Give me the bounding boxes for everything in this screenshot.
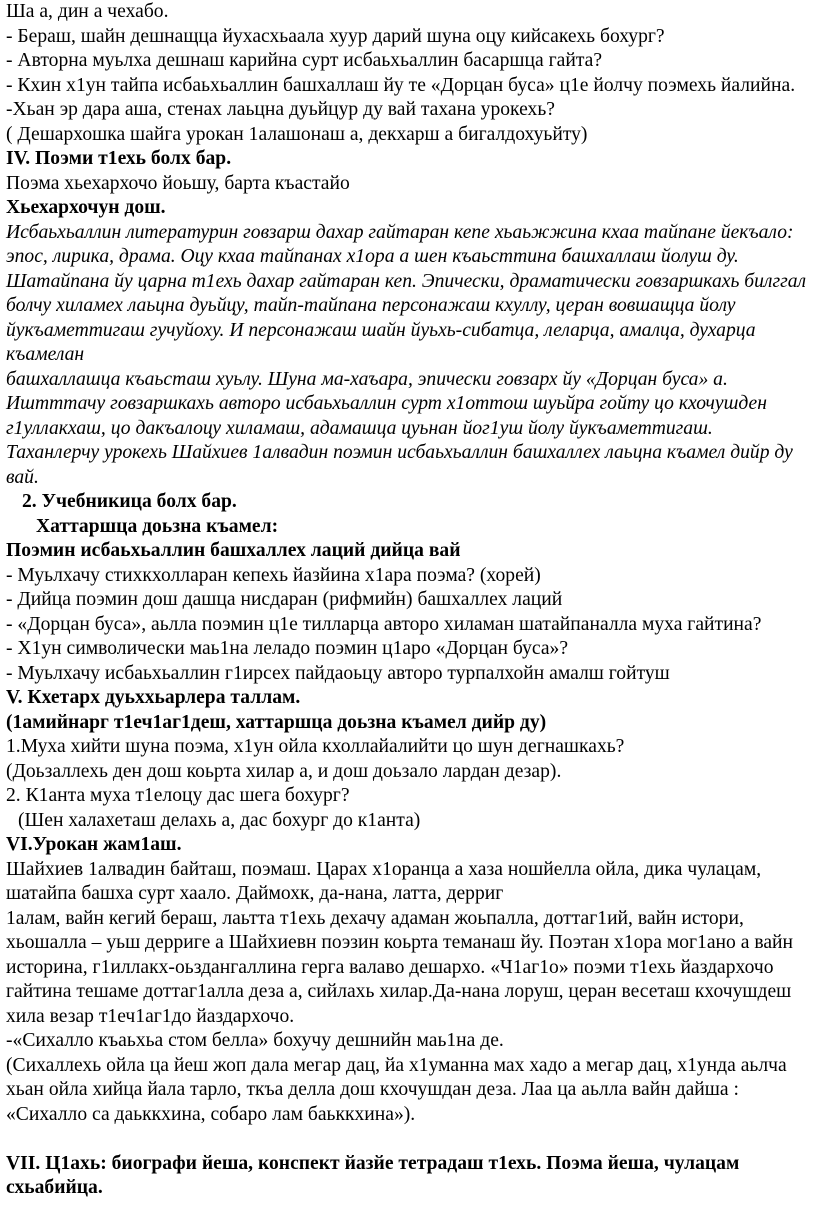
question-line: 2. К1анта муха т1елоцу дас шега бохург? <box>6 785 350 806</box>
question-line: - «Дорцан буса», аьлла поэмин ц1е тилларца авторо хиламан шатайпаналла муха гайтина? <box>6 613 762 635</box>
question-line: - Дийца поэмин дош дашца нисдаран (рифмийн) башхаллех лаций <box>6 589 563 610</box>
section-heading: V. Кхетарх дуьххьарлера таллам. <box>6 687 301 708</box>
section-4 <box>6 147 810 490</box>
section-6 <box>6 833 810 1127</box>
question-line: - Х1ун символически маь1на леладо поэмин ц1аро «Дорцан буса»? <box>6 638 569 659</box>
subheading: (1амийнарг т1еч1аг1деш, хаттаршца доьзна къамел дийр ду) <box>6 711 547 733</box>
section-heading: VI.Урокан жам1аш. <box>6 834 182 855</box>
question-line: - Бераш, шайн дешнащца йухасхьаала хуур дарий шуна оцу кийсакехь бохург? <box>6 25 665 47</box>
teacher-paragraph: Исбаьхьаллин литературин говзарш дахар гайтаран кепе хьаьжжина кхаа тайпане йекъало: эпос, лирика, драма. Оцу кхаа тайпанах х1ора а шен къаьсттина башхаллаш йолуш ду. Шатайпана йу царна т1ехь дахар гайтаран кеп. Эпически, драматически говзаршкахь билггал болчу хиламех лаьцна дуьйцу, тайп-тайпана персонажаш кхуллу, церан вовшащца йолу йукъаметтигаш гучуйоху. И персонажаш шайн йуьхь-сибатца, леларца, амалца, духарца къамелан <box>6 221 807 365</box>
subheading: Хаттаршца доьзна къамел: <box>36 515 279 537</box>
question-line: -Хьан эр дара аша, стенах лаьцна дуьйцур ду вай тахана урокехь? <box>6 99 555 120</box>
summary-paragraph: 1алам, вайн кегий бераш, лаьтта т1ехь дехачу адаман жоьпалла, доттаг1ий, вайн истори, хьошалла – уьш дерриге а Шайхиевн поэзин коьрта теманаш йу. Поэтан х1ора мог1ано а вайн историна, г1иллакх-оьздангаллина герга валаво дешархо. «Ч1аг1о» поэми т1ехь йаздархочо гайтина тешаме доттаг1алла деза а, сийлахь хилар.Да-нана лоруш, церан весеташ кхочушдеш хила везар т1еч1аг1до йаздархочо. <box>6 907 793 1027</box>
section-textbook <box>6 490 810 686</box>
answer-line: (Доьзаллехь ден дош коьрта хилар а, и дош доьзало лардан дезар). <box>6 760 562 782</box>
summary-paragraph: Шайхиев 1алвадин байташ, поэмаш. Царах х1оранца а хаза ношйелла ойла, дика чулацам, шатайпа башха сурт хаало. Даймохк, да-нана, латта, дерриг <box>6 858 762 904</box>
intro-section <box>6 0 810 147</box>
section-heading: IV. Поэми т1ехь болх бар. <box>6 148 232 169</box>
question-line: - Муьлхачу исбаьхьаллин г1ирсех пайдаоьцу авторо турпалхойн амалш гойтуш <box>6 662 670 684</box>
question-line: - Муьлхачу стихкхолларан кепехь йазйина х1ара поэма? (хорей) <box>6 564 541 586</box>
text-line: -«Сихалло къаьхьа стом белла» бохучу дешнийн маь1на де. <box>6 1030 504 1051</box>
question-line: - Авторна муьлха дешнаш карийна сурт исбаьхьаллин басаршца гайта? <box>6 50 603 71</box>
question-line: - Кхин х1ун тайпа исбаьхьаллин башхаллаш йу те «Дорцан буса» ц1е йолчу поэмехь йалийна. <box>6 74 796 96</box>
text-line: Поэма хьехархочо йоьшу, барта къастайо <box>6 172 350 194</box>
answer-line: (Шен халахеташ делахь а, дас бохург до к1анта) <box>18 809 421 831</box>
summary-paragraph: (Сихаллехь ойла ца йеш жоп дала мегар дац, йа х1уманна мах хадо а мегар дац, х1унда аьлча хьан ойла хийца йала тарло, ткъа делла дош кхочушдан деза. Лаа ца аьлла вайн дайша : «Сихалло са даьккхина, собаро лам баьккхина»). <box>6 1054 787 1125</box>
section-7 <box>6 1152 810 1201</box>
text-line: Ша а, дин а чехабо. <box>6 1 169 22</box>
teacher-paragraph: башхаллашца къаьсташ хуьлу. Шуна ма-хаъара, эпически говзарх йу «Дорцан буса» а. Иштттачу говзаршкахь авторо исбаьхьаллин сурт х1оттош шуьйра гойту цо кхочушден г1уллакхаш, цо дакъалоцу хиламаш, адамашца цуьнан йог1уш йолу йукъаметтигаш. Таханлерчу урокехь Шайхиев 1алвадин поэмин исбаьхьаллин башхаллех лаьцна къамел дийр ду вай. <box>6 368 793 488</box>
note-line: ( Дешархошка шайга урокан 1алашонаш а, декхарш а бигалдохуьйту) <box>6 123 588 145</box>
subheading: Хьехархочун дош. <box>6 197 166 218</box>
subheading: Поэмин исбаьхьаллин башхаллех лаций дийца вай <box>6 540 461 561</box>
section-heading: 2. Учебникица болх бар. <box>22 491 237 512</box>
spacer <box>6 1127 810 1152</box>
section-5 <box>6 686 810 833</box>
question-line: 1.Муха хийти шуна поэма, х1ун ойла кхоллайалийти цо шун дегнашкахь? <box>6 736 625 757</box>
homework-heading: VII. Ц1ахь: биографи йеша, конспект йазйе тетрадаш т1ехь. Поэма йеша, чулацам схьабийца. <box>6 1152 740 1198</box>
